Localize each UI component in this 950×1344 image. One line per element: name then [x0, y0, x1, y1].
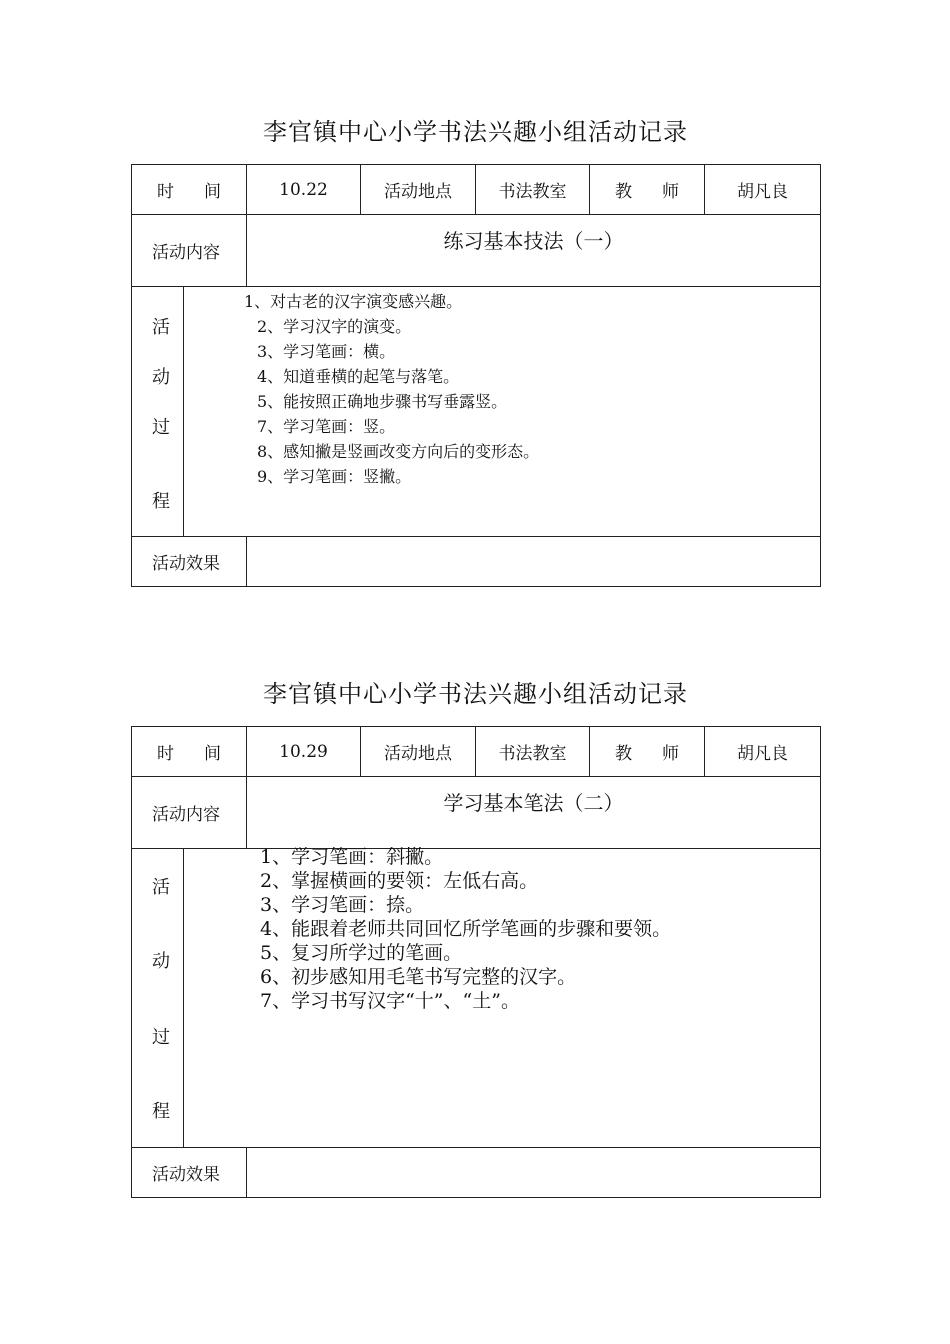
list-item: 6、初步感知用毛笔书写完整的汉字。 [260, 966, 577, 988]
record-title: 李官镇中心小学书法兴趣小组活动记录 [263, 680, 688, 708]
process-body [184, 846, 821, 1148]
effect-value [247, 1148, 821, 1198]
list-item: 7、学习书写汉字“十”、“土”。 [260, 990, 520, 1012]
place-value: 书法教室 [476, 727, 590, 777]
list-item: 5、复习所学过的笔画。 [260, 942, 463, 964]
content-value: 学习基本笔法（二） [247, 777, 821, 849]
list-item: 9、学习笔画：竖撇。 [257, 467, 412, 486]
content-label: 活动内容 [132, 777, 247, 849]
time-label: 时 间 [132, 165, 247, 215]
effect-value [247, 537, 821, 587]
content-value: 练习基本技法（一） [247, 215, 821, 287]
list-item: 7、学习笔画：竖。 [257, 417, 396, 436]
list-item: 4、知道垂横的起笔与落笔。 [257, 367, 460, 386]
place-label: 活动地点 [361, 727, 476, 777]
activity-record [131, 674, 820, 1198]
place-value: 书法教室 [476, 165, 590, 215]
list-item: 5、能按照正确地步骤书写垂露竖。 [257, 392, 508, 411]
list-item: 4、能跟着老师共同回忆所学笔画的步骤和要领。 [260, 918, 672, 940]
record-table [131, 726, 821, 1198]
list-item: 1、对古老的汉字演变感兴趣。 [244, 292, 463, 311]
record-table [131, 164, 821, 587]
effect-label: 活动效果 [132, 537, 247, 587]
record-title: 李官镇中心小学书法兴趣小组活动记录 [263, 118, 688, 146]
list-item: 8、感知撇是竖画改变方向后的变形态。 [257, 442, 540, 461]
list-item: 3、学习笔画：横。 [257, 342, 396, 361]
process-label: 活 动 过 程 [132, 849, 184, 1148]
teacher-value: 胡凡良 [705, 165, 821, 215]
activity-record [131, 112, 820, 587]
list-item: 3、学习笔画：捺。 [260, 894, 425, 916]
place-label: 活动地点 [361, 165, 476, 215]
content-label: 活动内容 [132, 215, 247, 287]
list-item: 2、学习汉字的演变。 [257, 317, 412, 336]
teacher-value: 胡凡良 [705, 727, 821, 777]
date-value: 10.22 [247, 165, 361, 215]
time-label: 时 间 [132, 727, 247, 777]
list-item: 1、学习笔画：斜撇。 [260, 846, 444, 868]
steps-list [244, 289, 539, 489]
teacher-label: 教 师 [590, 165, 705, 215]
effect-label: 活动效果 [132, 1148, 247, 1198]
steps-list [260, 845, 671, 1013]
date-value: 10.29 [247, 727, 361, 777]
teacher-label: 教 师 [590, 727, 705, 777]
process-body [184, 287, 821, 537]
process-label: 活 动 过 程 [132, 287, 184, 537]
list-item: 2、掌握横画的要领：左低右高。 [260, 870, 539, 892]
